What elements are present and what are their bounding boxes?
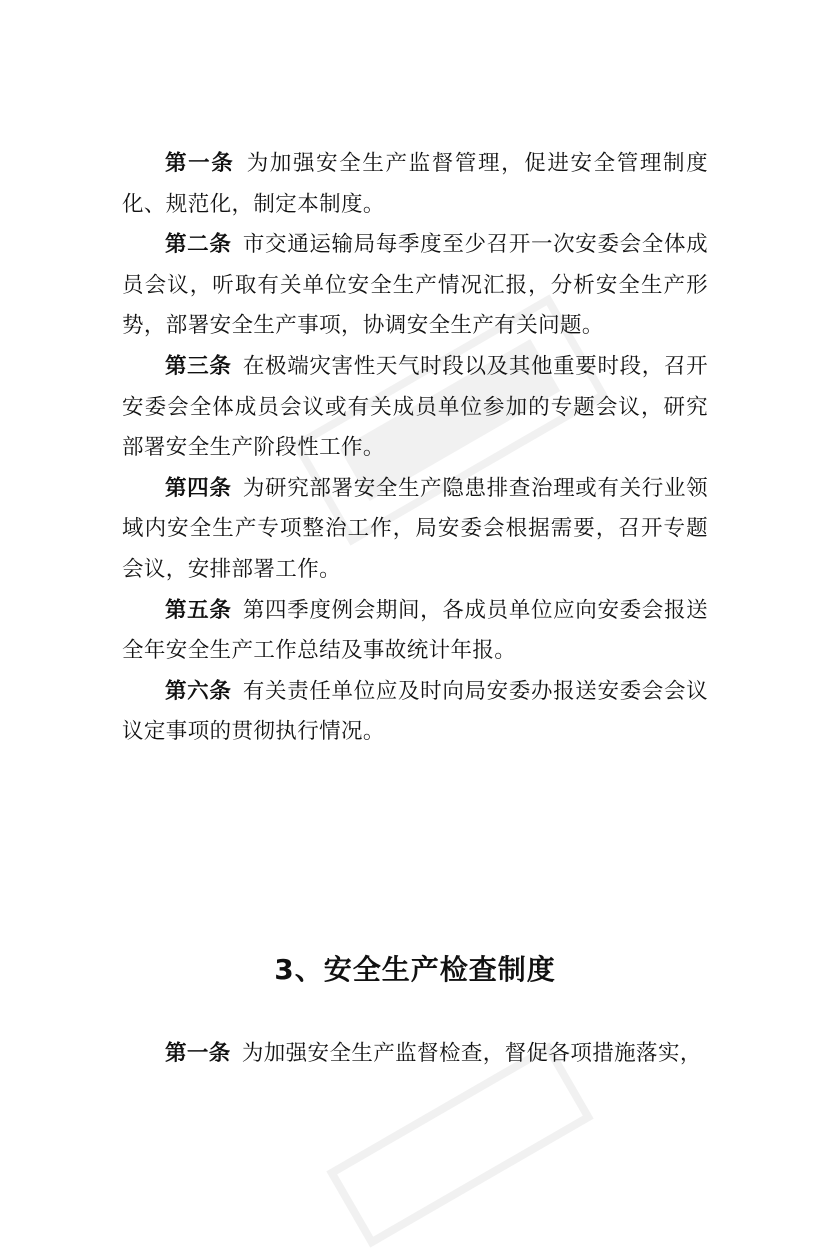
article-text: 市交通运输局每季度至少召开一次安委会全体成员会议，听取有关单位安全生产情况汇报，分析安全生产形势，部署安全生产事项，协调安全生产有关问题。 bbox=[122, 232, 708, 339]
article-text: 在极端灾害性天气时段以及其他重要时段，召开安委会全体成员会议或有关成员单位参加的专题会议，研究部署安全生产阶段性工作。 bbox=[122, 353, 708, 461]
article-label: 第四条 bbox=[165, 475, 232, 501]
article-4 bbox=[122, 469, 708, 591]
article-label: 第一条 bbox=[165, 151, 235, 176]
article-6 bbox=[122, 672, 708, 753]
article-label: 第一条 bbox=[165, 1041, 231, 1066]
article-label: 第六条 bbox=[165, 678, 232, 704]
article-text: 为加强安全生产监督管理，促进安全管理制度化、规范化，制定本制度。 bbox=[122, 151, 708, 217]
articles-list bbox=[122, 144, 708, 753]
article-text: 有关责任单位应及时向局安委办报送安委会会议议定事项的贯彻执行情况。 bbox=[122, 678, 708, 745]
article-label: 第三条 bbox=[165, 353, 232, 379]
section-3-article-1 bbox=[122, 1034, 708, 1075]
section-title: 3、安全生产检查制度 bbox=[274, 953, 556, 986]
article-text: 为加强安全生产监督检查，督促各项措施落实， bbox=[241, 1041, 702, 1066]
article-1 bbox=[122, 144, 708, 225]
article-2 bbox=[122, 225, 708, 347]
article-text: 第四季度例会期间，各成员单位应向安委会报送全年安全生产工作总结及事故统计年报。 bbox=[122, 597, 708, 664]
article-label: 第五条 bbox=[165, 597, 232, 623]
article-label: 第二条 bbox=[165, 232, 232, 258]
article-5 bbox=[122, 591, 708, 672]
article-3 bbox=[122, 347, 708, 469]
article-text: 为研究部署安全生产隐患排查治理或有关行业领域内安全生产专项整治工作，局安委会根据需要，召开专题会议，安排部署工作。 bbox=[122, 475, 708, 582]
